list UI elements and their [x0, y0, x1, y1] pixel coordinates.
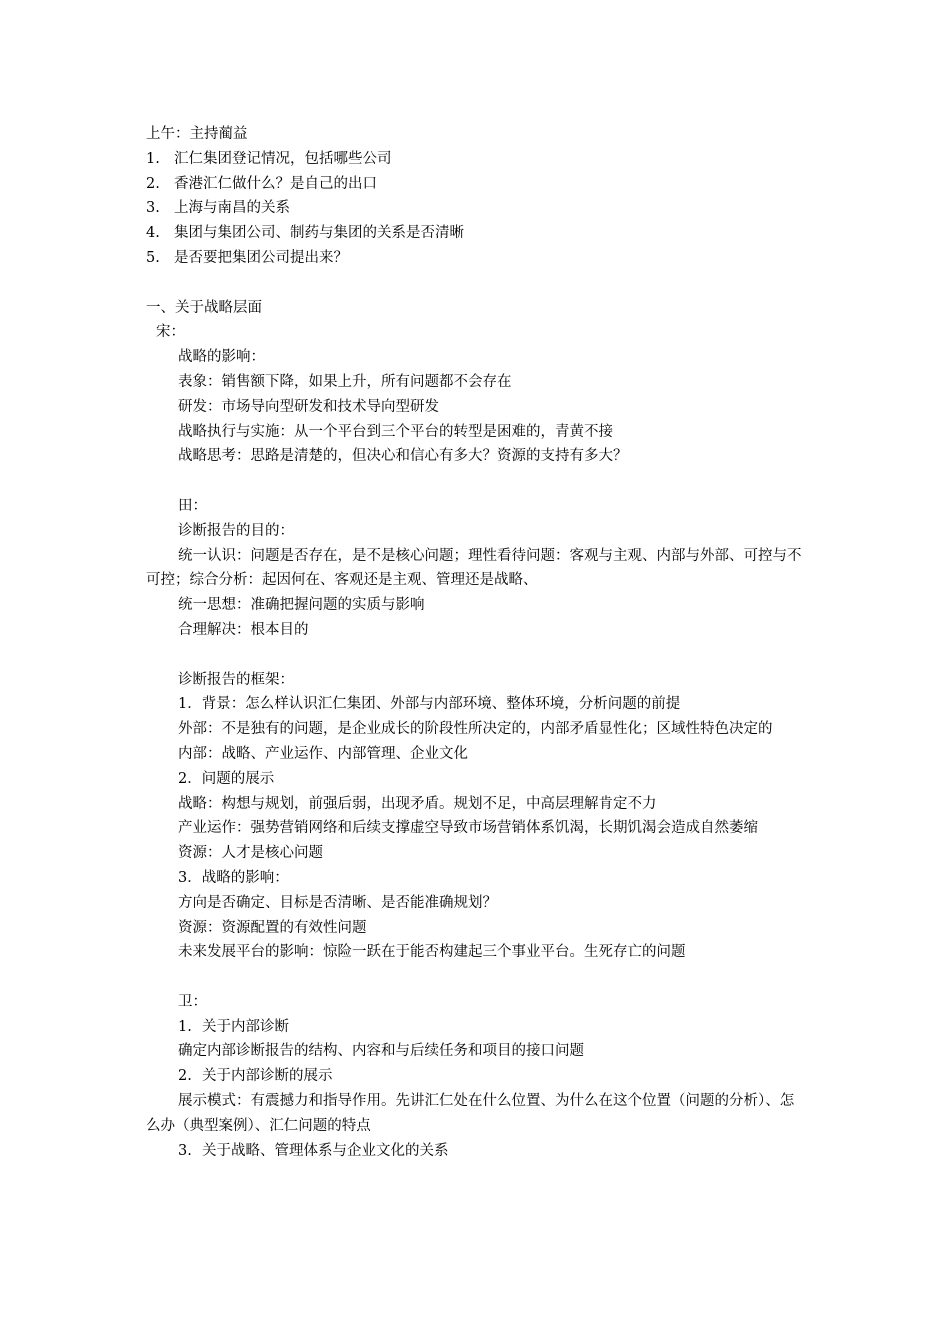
list-item	[146, 1015, 808, 1040]
paragraph: 外部：不是独有的问题，是企业成长的阶段性所决定的，内部矛盾显性化；区域性特色决定的	[178, 721, 773, 738]
list-item-text: 集团与集团公司、制药与集团的关系是否清晰	[174, 225, 464, 242]
list-item	[146, 246, 808, 271]
list-item-number: 1.	[178, 1018, 192, 1035]
paragraph: 统一思想：准确把握问题的实质与影响	[178, 597, 425, 614]
paragraph: 2．问题的展示	[178, 770, 275, 787]
list-item-number: 2.	[178, 1068, 192, 1085]
paragraph: 确定内部诊断报告的结构、内容和与后续任务和项目的接口问题	[178, 1043, 584, 1060]
list-item-number: 4.	[146, 225, 160, 242]
section-heading: 一、关于战略层面	[146, 299, 262, 316]
list-item	[146, 172, 808, 197]
document-page	[146, 122, 808, 1163]
speaker-tian: 田：	[178, 497, 207, 514]
list-item	[146, 1064, 808, 1089]
paragraph: 3．战略的影响：	[178, 869, 289, 886]
paragraph: 合理解决：根本目的	[178, 621, 309, 638]
spacer	[146, 965, 808, 990]
spacer	[146, 271, 808, 296]
paragraph: 展示模式：有震撼力和指导作用。先讲汇仁处在什么位置、为什么在这个位置（问题的分析）、怎么办（典型案例）、汇仁问题的特点	[146, 1093, 795, 1134]
paragraph: 内部：战略、产业运作、内部管理、企业文化	[178, 745, 468, 762]
list-item-text: 关于战略、管理体系与企业文化的关系	[202, 1142, 449, 1159]
list-item-text: 汇仁集团登记情况，包括哪些公司	[174, 150, 392, 167]
paragraph: 1．背景：怎么样认识汇仁集团、外部与内部环境、整体环境，分析问题的前提	[178, 696, 681, 713]
list-item	[146, 221, 808, 246]
paragraph: 表象：销售额下降，如果上升，所有问题都不会存在	[178, 373, 512, 390]
spacer	[146, 643, 808, 668]
paragraph: 未来发展平台的影响：惊险一跃在于能否构建起三个事业平台。生死存亡的问题	[178, 944, 686, 961]
list-item-number: 2.	[146, 175, 160, 192]
morning-title: 上午：主持蔺益	[146, 126, 248, 142]
list-item-text: 上海与南昌的关系	[174, 200, 290, 217]
paragraph: 战略执行与实施：从一个平台到三个平台的转型是困难的，青黄不接	[178, 423, 613, 440]
paragraph: 资源：资源配置的有效性问题	[178, 919, 367, 936]
list-item	[146, 196, 808, 221]
list-item	[146, 1139, 808, 1164]
spacer	[146, 469, 808, 494]
paragraph: 战略：构想与规划，前强后弱，出现矛盾。规划不足，中高层理解肯定不力	[178, 795, 657, 812]
paragraph: 诊断报告的目的：	[178, 522, 294, 539]
paragraph: 战略的影响：	[178, 349, 265, 366]
paragraph: 战略思考：思路是清楚的，但决心和信心有多大？资源的支持有多大？	[178, 448, 628, 465]
list-item-number: 1.	[146, 150, 160, 167]
paragraph: 统一认识：问题是否存在，是不是核心问题；理性看待问题：客观与主观、内部与外部、可控与不可控；综合分析：起因何在、客观还是主观、管理还是战略、	[146, 547, 802, 589]
list-item-number: 3.	[178, 1142, 192, 1159]
list-item-text: 是否要把集团公司提出来？	[174, 249, 348, 266]
paragraph: 研发：市场导向型研发和技术导向型研发	[178, 398, 439, 415]
speaker-song: 宋：	[156, 324, 185, 341]
list-item	[146, 147, 808, 172]
paragraph: 诊断报告的框架：	[178, 671, 294, 688]
list-item-text: 香港汇仁做什么？是自己的出口	[174, 175, 377, 192]
paragraph: 方向是否确定、目标是否清晰、是否能准确规划？	[178, 894, 497, 911]
list-item-text: 关于内部诊断的展示	[202, 1068, 333, 1085]
paragraph: 产业运作：强势营销网络和后续支撑虚空导致市场营销体系饥渴，长期饥渴会造成自然萎缩	[178, 820, 758, 837]
list-item-number: 5.	[146, 249, 160, 266]
list-item-number: 3.	[146, 200, 160, 217]
speaker-wei: 卫：	[178, 993, 207, 1010]
list-item-text: 关于内部诊断	[202, 1018, 289, 1035]
paragraph: 资源：人才是核心问题	[178, 845, 323, 862]
